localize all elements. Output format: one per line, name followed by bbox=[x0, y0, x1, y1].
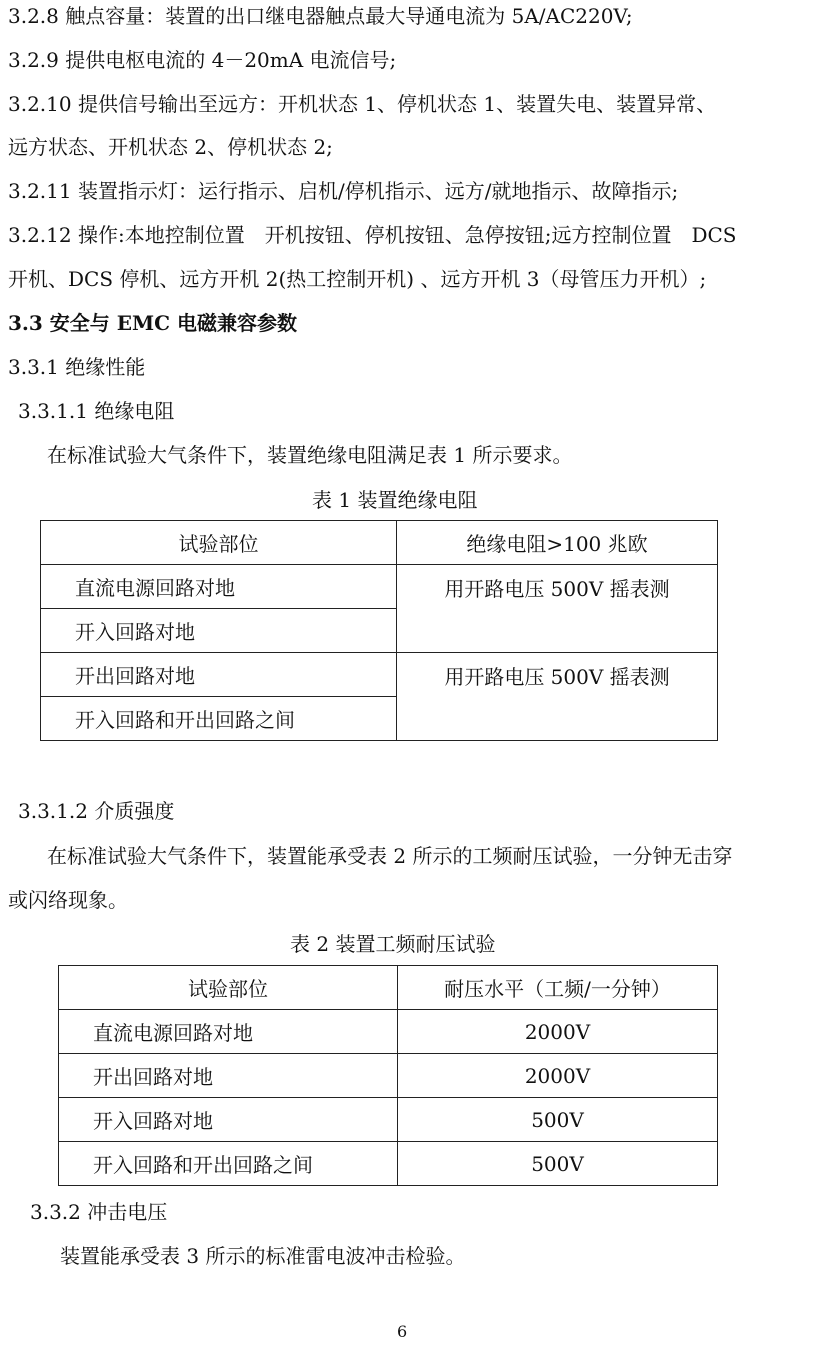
clause-3-2-12-cont: 开机、DCS 停机、远方开机 2(热工控制开机) 、远方开机 3（母管压力开机）; bbox=[8, 267, 707, 291]
table-cell: 2000V bbox=[398, 1054, 718, 1098]
clause-3-2-10-cont: 远方状态、开机状态 2、停机状态 2; bbox=[8, 135, 333, 159]
table-row bbox=[59, 1098, 718, 1142]
heading-3-3-1-2: 3.3.1.2 介质强度 bbox=[18, 799, 175, 823]
section-heading-3-3: 3.3 安全与 EMC 电磁兼容参数 bbox=[8, 311, 297, 335]
table-header-cell: 耐压水平（工频/一分钟） bbox=[398, 966, 718, 1010]
clause-3-2-9: 3.2.9 提供电枢电流的 4－20mA 电流信号; bbox=[8, 48, 397, 72]
table-header-cell: 试验部位 bbox=[59, 966, 398, 1010]
paragraph-3-3-2: 装置能承受表 3 所示的标准雷电波冲击检验。 bbox=[60, 1244, 466, 1268]
table-cell: 开入回路对地 bbox=[59, 1098, 398, 1142]
table-cell: 500V bbox=[398, 1098, 718, 1142]
page-number: 6 bbox=[397, 1322, 408, 1341]
table-header-cell: 绝缘电阻>100 兆欧 bbox=[397, 521, 718, 565]
table-merged-cell: 用开路电压 500V 摇表测 bbox=[397, 653, 718, 741]
clause-3-2-10: 3.2.10 提供信号输出至远方：开机状态 1、停机状态 1、装置失电、装置异常、 bbox=[8, 92, 717, 116]
table-cell: 直流电源回路对地 bbox=[59, 1010, 398, 1054]
table-merged-cell: 用开路电压 500V 摇表测 bbox=[397, 565, 718, 653]
table-header-cell: 试验部位 bbox=[41, 521, 397, 565]
table-cell: 开出回路对地 bbox=[59, 1054, 398, 1098]
table-cell: 500V bbox=[398, 1142, 718, 1186]
table-header-row bbox=[59, 966, 718, 1010]
clause-3-2-11: 3.2.11 装置指示灯：运行指示、启机/停机指示、远方/就地指示、故障指示; bbox=[8, 179, 679, 203]
insulation-resistance-table bbox=[40, 520, 718, 741]
table-cell: 开出回路对地 bbox=[41, 653, 397, 697]
paragraph-3-3-1-2-cont: 或闪络现象。 bbox=[8, 888, 128, 912]
heading-3-3-1-1: 3.3.1.1 绝缘电阻 bbox=[18, 399, 175, 423]
table-header-row bbox=[41, 521, 718, 565]
heading-3-3-1: 3.3.1 绝缘性能 bbox=[8, 355, 146, 379]
table-row bbox=[41, 653, 718, 697]
table-cell: 2000V bbox=[398, 1010, 718, 1054]
table1-caption: 表 1 装置绝缘电阻 bbox=[312, 488, 478, 512]
table-row bbox=[59, 1054, 718, 1098]
clause-3-2-8: 3.2.8 触点容量：装置的出口继电器触点最大导通电流为 5A/AC220V; bbox=[8, 4, 633, 28]
table-cell: 开入回路和开出回路之间 bbox=[41, 697, 397, 741]
paragraph-3-3-1-2: 在标准试验大气条件下，装置能承受表 2 所示的工频耐压试验，一分钟无击穿 bbox=[47, 844, 733, 868]
table-cell: 直流电源回路对地 bbox=[41, 565, 397, 609]
table2-caption: 表 2 装置工频耐压试验 bbox=[290, 932, 496, 956]
clause-3-2-12: 3.2.12 操作:本地控制位置 开机按钮、停机按钮、急停按钮;远方控制位置 DCS bbox=[8, 223, 737, 247]
table-cell: 开入回路对地 bbox=[41, 609, 397, 653]
table-row bbox=[59, 1142, 718, 1186]
table-row bbox=[41, 565, 718, 609]
table-cell: 开入回路和开出回路之间 bbox=[59, 1142, 398, 1186]
heading-3-3-2: 3.3.2 冲击电压 bbox=[30, 1200, 168, 1224]
table-row bbox=[59, 1010, 718, 1054]
paragraph-3-3-1-1: 在标准试验大气条件下，装置绝缘电阻满足表 1 所示要求。 bbox=[47, 443, 573, 467]
power-frequency-withstand-table bbox=[58, 965, 718, 1186]
